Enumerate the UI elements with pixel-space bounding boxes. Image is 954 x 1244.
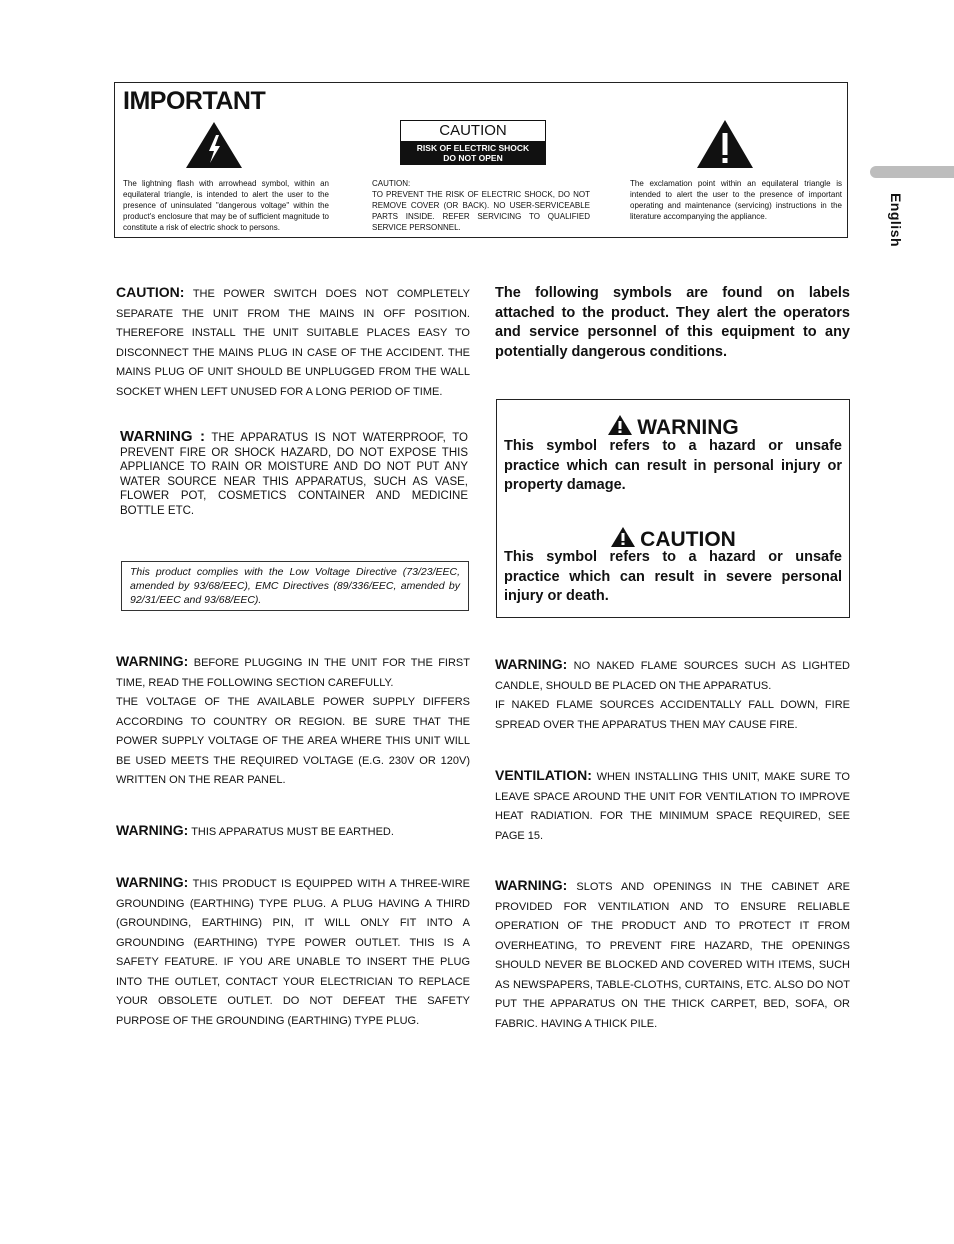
caution-body: THE POWER SWITCH DOES NOT COMPLETELY SEPARATE THE UNIT FROM THE MAINS IN OFF POSITION. THEREFORE INSTALL THE UNIT SUITABLE PLACES EASY TO DISCONNECT THE MAINS PLUG IN CASE OF THE ACCIDENT. THE MAINS PLUG OF UNIT SHOULD BE UNPLUGGED FROM THE WALL SOCKET WHEN LEFT UNUSED FOR A LONG PERIOD OF TIME. (116, 288, 471, 398)
warning-earthed (116, 821, 470, 843)
warning-voltage-body-a: BEFORE PLUGGING IN THE UNIT FOR THE FIRST TIME, READ THE FOLLOWING SECTION CAREFULLY. (116, 657, 470, 689)
label-risk-text (401, 141, 545, 164)
important-title: IMPORTANT (123, 87, 266, 115)
lightning-warning-icon (185, 121, 243, 169)
lightning-description: The lightning flash with arrowhead symbol, within an equilateral triangle, is intended to alert the user to the presence of uninsulated "dangerous voltage" within the product's enclosure that may be of sufficient magnitude to constitute a risk of electric shock to persons. (123, 179, 329, 232)
warning-grounding-lead: WARNING: (116, 874, 189, 890)
symbols-intro: The following symbols are found on labels attached to the product. They alert the operators and service personnel of this equipment to any potentially dangerous conditions. (495, 285, 850, 360)
warning-voltage-body-b: THE VOLTAGE OF THE AVAILABLE POWER SUPPLY DIFFERS ACCORDING TO COUNTRY OR REGION. BE SURE THAT THE POWER SUPPLY VOLTAGE OF THE AREA WHERE THIS UNIT WILL BE USED MEETS THE REQUIRED VOLTAGE (E.G. 230V OR 120V) WRITTEN ON THE REAR PANEL. (116, 696, 470, 786)
caution-power-switch (116, 283, 470, 402)
warning-waterproof-lead: WARNING : (120, 428, 206, 445)
warning-openings-lead: WARNING: (495, 877, 568, 893)
caution-triangle-icon (610, 526, 636, 548)
warning-voltage-lead: WARNING: (116, 653, 189, 669)
exclamation-warning-icon (696, 119, 754, 169)
symbol-caution-desc: This symbol refers to a hazard or unsafe practice which can result in severe personal injury or death. (504, 549, 842, 604)
label-risk-line-1: RISK OF ELECTRIC SHOCK (416, 143, 530, 153)
label-caution-text: CAUTION (439, 122, 507, 139)
warning-triangle-icon (607, 414, 633, 436)
ventilation-notice (495, 766, 850, 846)
warning-earthed-lead: WARNING: (116, 822, 189, 838)
warning-waterproof-body: THE APPARATUS IS NOT WATERPROOF, TO PREVENT FIRE OR SHOCK HAZARD, DO NOT EXPOSE THIS APPLIANCE TO RAIN OR MOISTURE AND DO NOT PUT ANY WATER SOURCE NEAR THIS APPARATUS, SUCH AS VASE, FLOWER POT, COSMETICS CONTAINER AND MEDICINE BOTTLE ETC. (120, 432, 468, 517)
warning-earthed-body: THIS APPARATUS MUST BE EARTHED. (191, 826, 394, 838)
warning-flame-body-a: NO NAKED FLAME SOURCES SUCH AS LIGHTED CANDLE, SHOULD BE PLACED ON THE APPARATUS. (495, 660, 850, 692)
ventilation-body: WHEN INSTALLING THIS UNIT, MAKE SURE TO LEAVE SPACE AROUND THE UNIT FOR VENTILATION TO IMPROVE HEAT RADIATION. FOR THE MINIMUM SPACE REQUIRED, SEE PAGE 15. (495, 771, 850, 842)
warning-grounding-body: THIS PRODUCT IS EQUIPPED WITH A THREE-WIRE GROUNDING (EARTHING) TYPE PLUG. A PLUG HAVING A THIRD (GROUNDING, EARTHING) PIN, IT WILL ONLY FIT INTO A GROUNDING (EARTHING) TYPE POWER OUTLET. THIS IS A SAFETY FEATURE. IF YOU ARE UNABLE TO INSERT THE PLUG INTO THE OUTLET, CONTACT YOUR ELECTRICIAN TO REPLACE YOUR OBSOLETE OUTLET. DO NOT DEFEAT THE SAFETY PURPOSE OF THE GROUNDING (EARTHING) TYPE PLUG. (116, 878, 471, 1027)
language-tab-label: English (888, 192, 904, 248)
caution-description-heading: CAUTION: (372, 179, 411, 188)
caution-description (372, 178, 590, 233)
symbol-warning-desc: This symbol refers to a hazard or unsafe practice which can result in personal injury or property damage. (504, 438, 842, 493)
warning-openings (495, 876, 850, 1034)
language-tab-marker (870, 166, 954, 178)
warning-grounding-plug (116, 873, 470, 1031)
caution-lead: CAUTION: (116, 284, 185, 300)
warning-naked-flame (495, 655, 850, 735)
warning-waterproof (120, 430, 468, 518)
ventilation-lead: VENTILATION: (495, 767, 592, 783)
warning-flame-lead: WARNING: (495, 656, 568, 672)
exclamation-description: The exclamation point within an equilateral triangle is intended to alert the user to the presence of important operating and maintenance (servicing) instructions in the literature accompanying the appliance. (630, 179, 842, 221)
warning-openings-body: SLOTS AND OPENINGS IN THE CABINET ARE PROVIDED FOR VENTILATION AND TO ENSURE RELIABLE OPERATION OF THE PRODUCT AND TO PROTECT IT FROM OVERHEATING, TO PREVENT FIRE HAZARD, THE OPENINGS SHOULD NEVER BE BLOCKED AND COVERED WITH ITEMS, SUCH AS NEWSPAPERS, TABLE-CLOTHS, CURTAINS, ETC. ALSO DO NOT PUT THE APPARATUS ON THE THICK CARPET, BED, SOFA, OR FABRIC. HAVING A THICK PILE. (495, 881, 850, 1030)
warning-flame-body-b: IF NAKED FLAME SOURCES ACCIDENTALLY FALL DOWN, FIRE SPREAD OVER THE APPARATUS THEN MAY CAUSE FIRE. (495, 699, 850, 731)
symbols-box (496, 399, 850, 618)
symbol-warning-title: WARNING (637, 416, 739, 439)
compliance-note: This product complies with the Low Voltage Directive (73/23/EEC, amended by 93/68/EEC), EMC Directives (89/336/EEC, amended by 92/31/EEC and 93/68/EEC). (121, 561, 469, 611)
label-risk-line-2: DO NOT OPEN (443, 153, 503, 163)
caution-description-text: TO PREVENT THE RISK OF ELECTRIC SHOCK, DO NOT REMOVE COVER (OR BACK). NO USER-SERVICEABLE PARTS INSIDE. REFER SERVICING TO QUALIFIED SERVICE PERSONNEL. (372, 190, 590, 232)
shock-hazard-label (400, 120, 546, 165)
warning-voltage (116, 652, 470, 791)
symbol-caution-title: CAUTION (640, 528, 736, 551)
important-box (114, 82, 848, 238)
